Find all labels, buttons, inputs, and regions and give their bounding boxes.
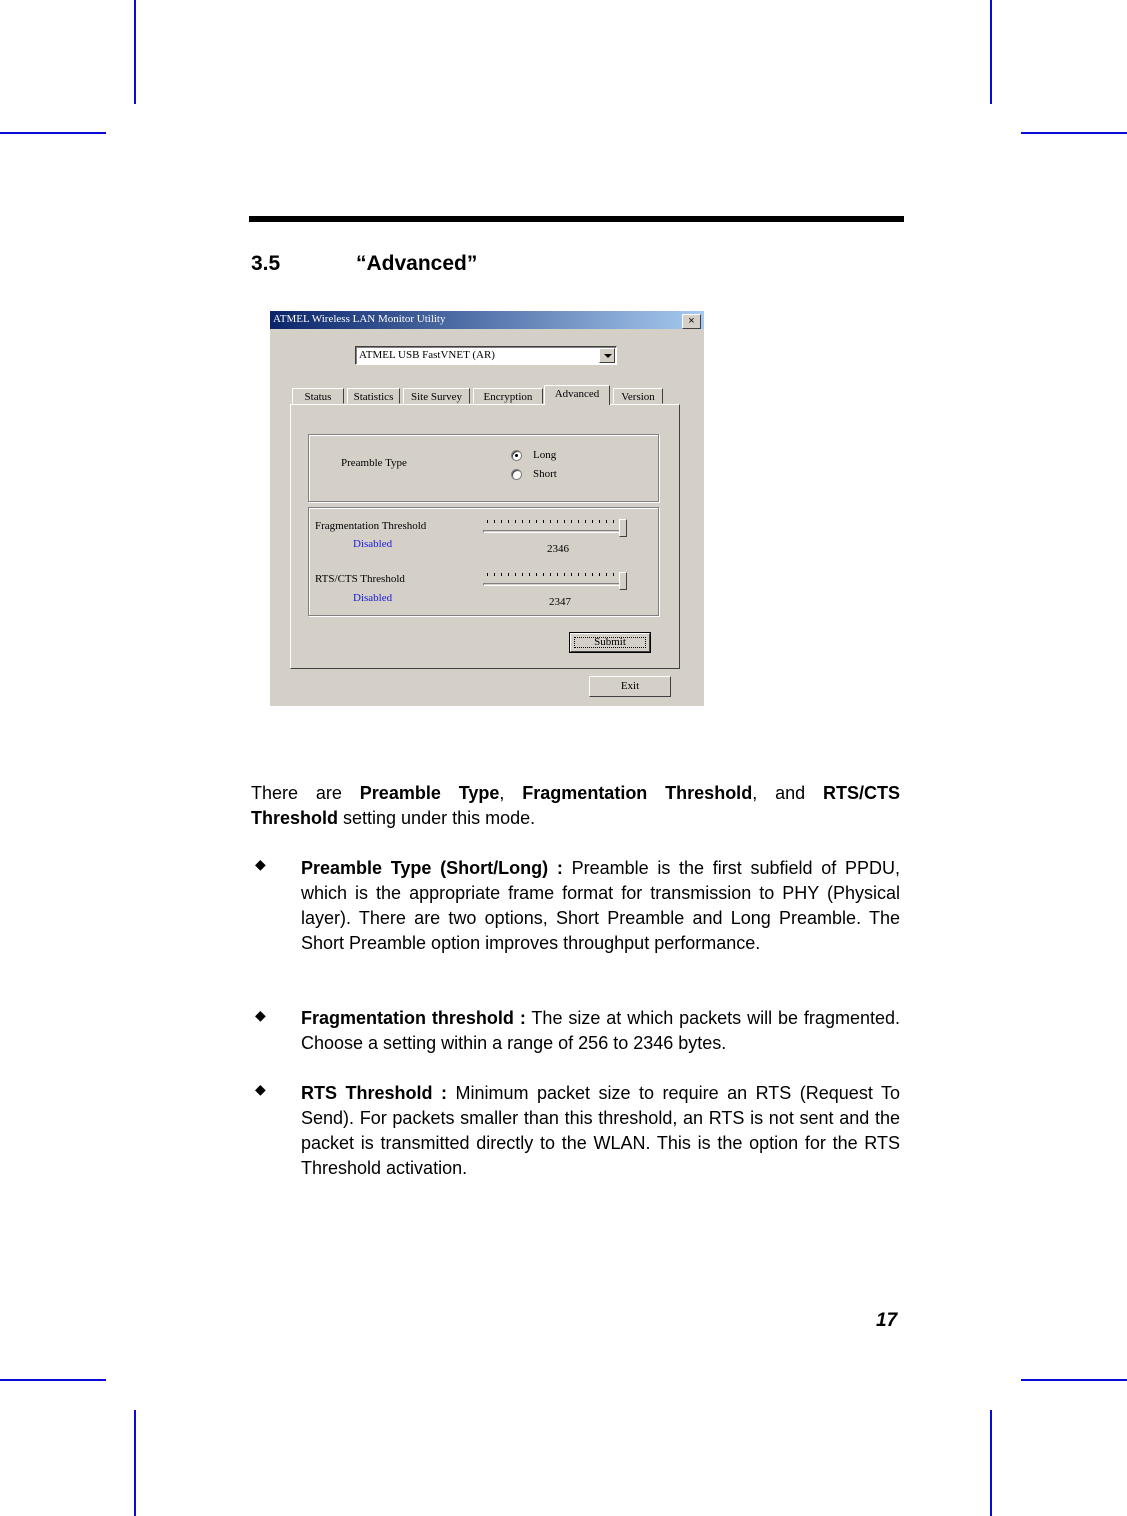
rts-threshold-label: RTS/CTS Threshold: [315, 573, 405, 585]
slider-thumb[interactable]: [619, 519, 627, 537]
slider-ticks: [487, 573, 623, 576]
intro-text: setting under this mode.: [338, 808, 536, 828]
tab-encryption[interactable]: Encryption: [473, 388, 543, 404]
frag-threshold-slider[interactable]: [483, 518, 631, 544]
frag-threshold-label: Fragmentation Threshold: [315, 520, 427, 532]
crop-mark: [1021, 132, 1127, 134]
section-title: “Advanced”: [356, 252, 478, 275]
bullet-term: RTS Threshold :: [301, 1083, 447, 1103]
slider-ticks: [487, 520, 623, 523]
tab-statistics[interactable]: Statistics: [347, 388, 400, 404]
adapter-select-value: ATMEL USB FastVNET (AR): [359, 349, 495, 361]
header-rule: [249, 216, 904, 222]
slider-track: [483, 530, 623, 533]
submit-button-label: Submit: [594, 636, 626, 648]
rts-threshold-slider[interactable]: [483, 571, 631, 597]
advanced-panel: [290, 404, 680, 669]
radio-short-label: Short: [533, 468, 557, 480]
tab-site-survey[interactable]: Site Survey: [403, 388, 470, 404]
monitor-utility-dialog: [270, 311, 704, 706]
crop-mark: [0, 1379, 106, 1381]
bullet-preamble: [301, 856, 900, 956]
exit-button[interactable]: Exit: [589, 676, 671, 697]
bullet-text: Minimum packet size to require an RTS (Request To Send). For packets smaller than this threshold, an RTS is not sent and the packet is transmitted directly to the WLAN. This is the option for the RTS Threshold activation.: [301, 1083, 901, 1178]
adapter-select[interactable]: [355, 346, 617, 365]
crop-mark: [134, 1410, 136, 1516]
intro-term: RTS/CTS Threshold: [251, 783, 900, 828]
chevron-down-icon[interactable]: [599, 348, 615, 363]
crop-mark: [1021, 1379, 1127, 1381]
intro-text: , and: [752, 783, 823, 803]
rts-threshold-value: 2347: [549, 596, 571, 608]
bullet-diamond-icon: ◆: [255, 1007, 266, 1023]
bullet-diamond-icon: ◆: [255, 1081, 266, 1097]
slider-track: [483, 583, 623, 586]
preamble-type-label: Preamble Type: [341, 457, 407, 469]
preamble-group: [308, 434, 659, 502]
intro-term: Preamble Type: [359, 783, 500, 803]
intro-term: Fragmentation Threshold: [522, 783, 753, 803]
bullet-diamond-icon: ◆: [255, 856, 266, 872]
rts-threshold-status: Disabled: [353, 592, 393, 604]
crop-mark: [134, 0, 136, 104]
frag-threshold-status: Disabled: [353, 538, 393, 550]
bullet-rts: [301, 1081, 900, 1181]
focus-rect: [574, 637, 646, 648]
radio-long-label: Long: [533, 449, 557, 461]
close-icon[interactable]: ×: [682, 314, 701, 329]
dialog-title: ATMEL Wireless LAN Monitor Utility: [273, 313, 446, 325]
bullet-text: Preamble is the first subfield of PPDU, which is the appropriate frame format for transmission to PHY (Physical layer). There are two options, Short Preamble and Long Preamble. The Short Preamble option improves throughput performance.: [301, 858, 900, 953]
section-number: 3.5: [251, 252, 281, 275]
bullet-term: Fragmentation threshold :: [301, 1008, 526, 1028]
crop-mark: [0, 132, 106, 134]
intro-text: ,: [499, 783, 523, 803]
submit-button[interactable]: [570, 633, 650, 652]
page-number: 17: [876, 1310, 898, 1331]
tab-advanced[interactable]: Advanced: [544, 385, 610, 405]
tab-version[interactable]: Version: [613, 388, 663, 404]
bullet-term: Preamble Type (Short/Long) :: [301, 858, 563, 878]
frag-threshold-value: 2346: [547, 543, 569, 555]
tab-status[interactable]: Status: [292, 388, 344, 404]
crop-mark: [990, 0, 992, 104]
threshold-group: [308, 507, 659, 616]
intro-text: There are: [251, 783, 360, 803]
bullet-fragmentation: [301, 1006, 900, 1056]
dialog-titlebar: [270, 311, 704, 329]
radio-long[interactable]: [511, 450, 522, 461]
intro-paragraph: [251, 781, 900, 831]
bullet-text: The size at which packets will be fragmented. Choose a setting within a range of 256 to 2346 bytes.: [301, 1008, 900, 1053]
radio-short[interactable]: [511, 469, 522, 480]
slider-thumb[interactable]: [619, 572, 627, 590]
crop-mark: [990, 1410, 992, 1516]
